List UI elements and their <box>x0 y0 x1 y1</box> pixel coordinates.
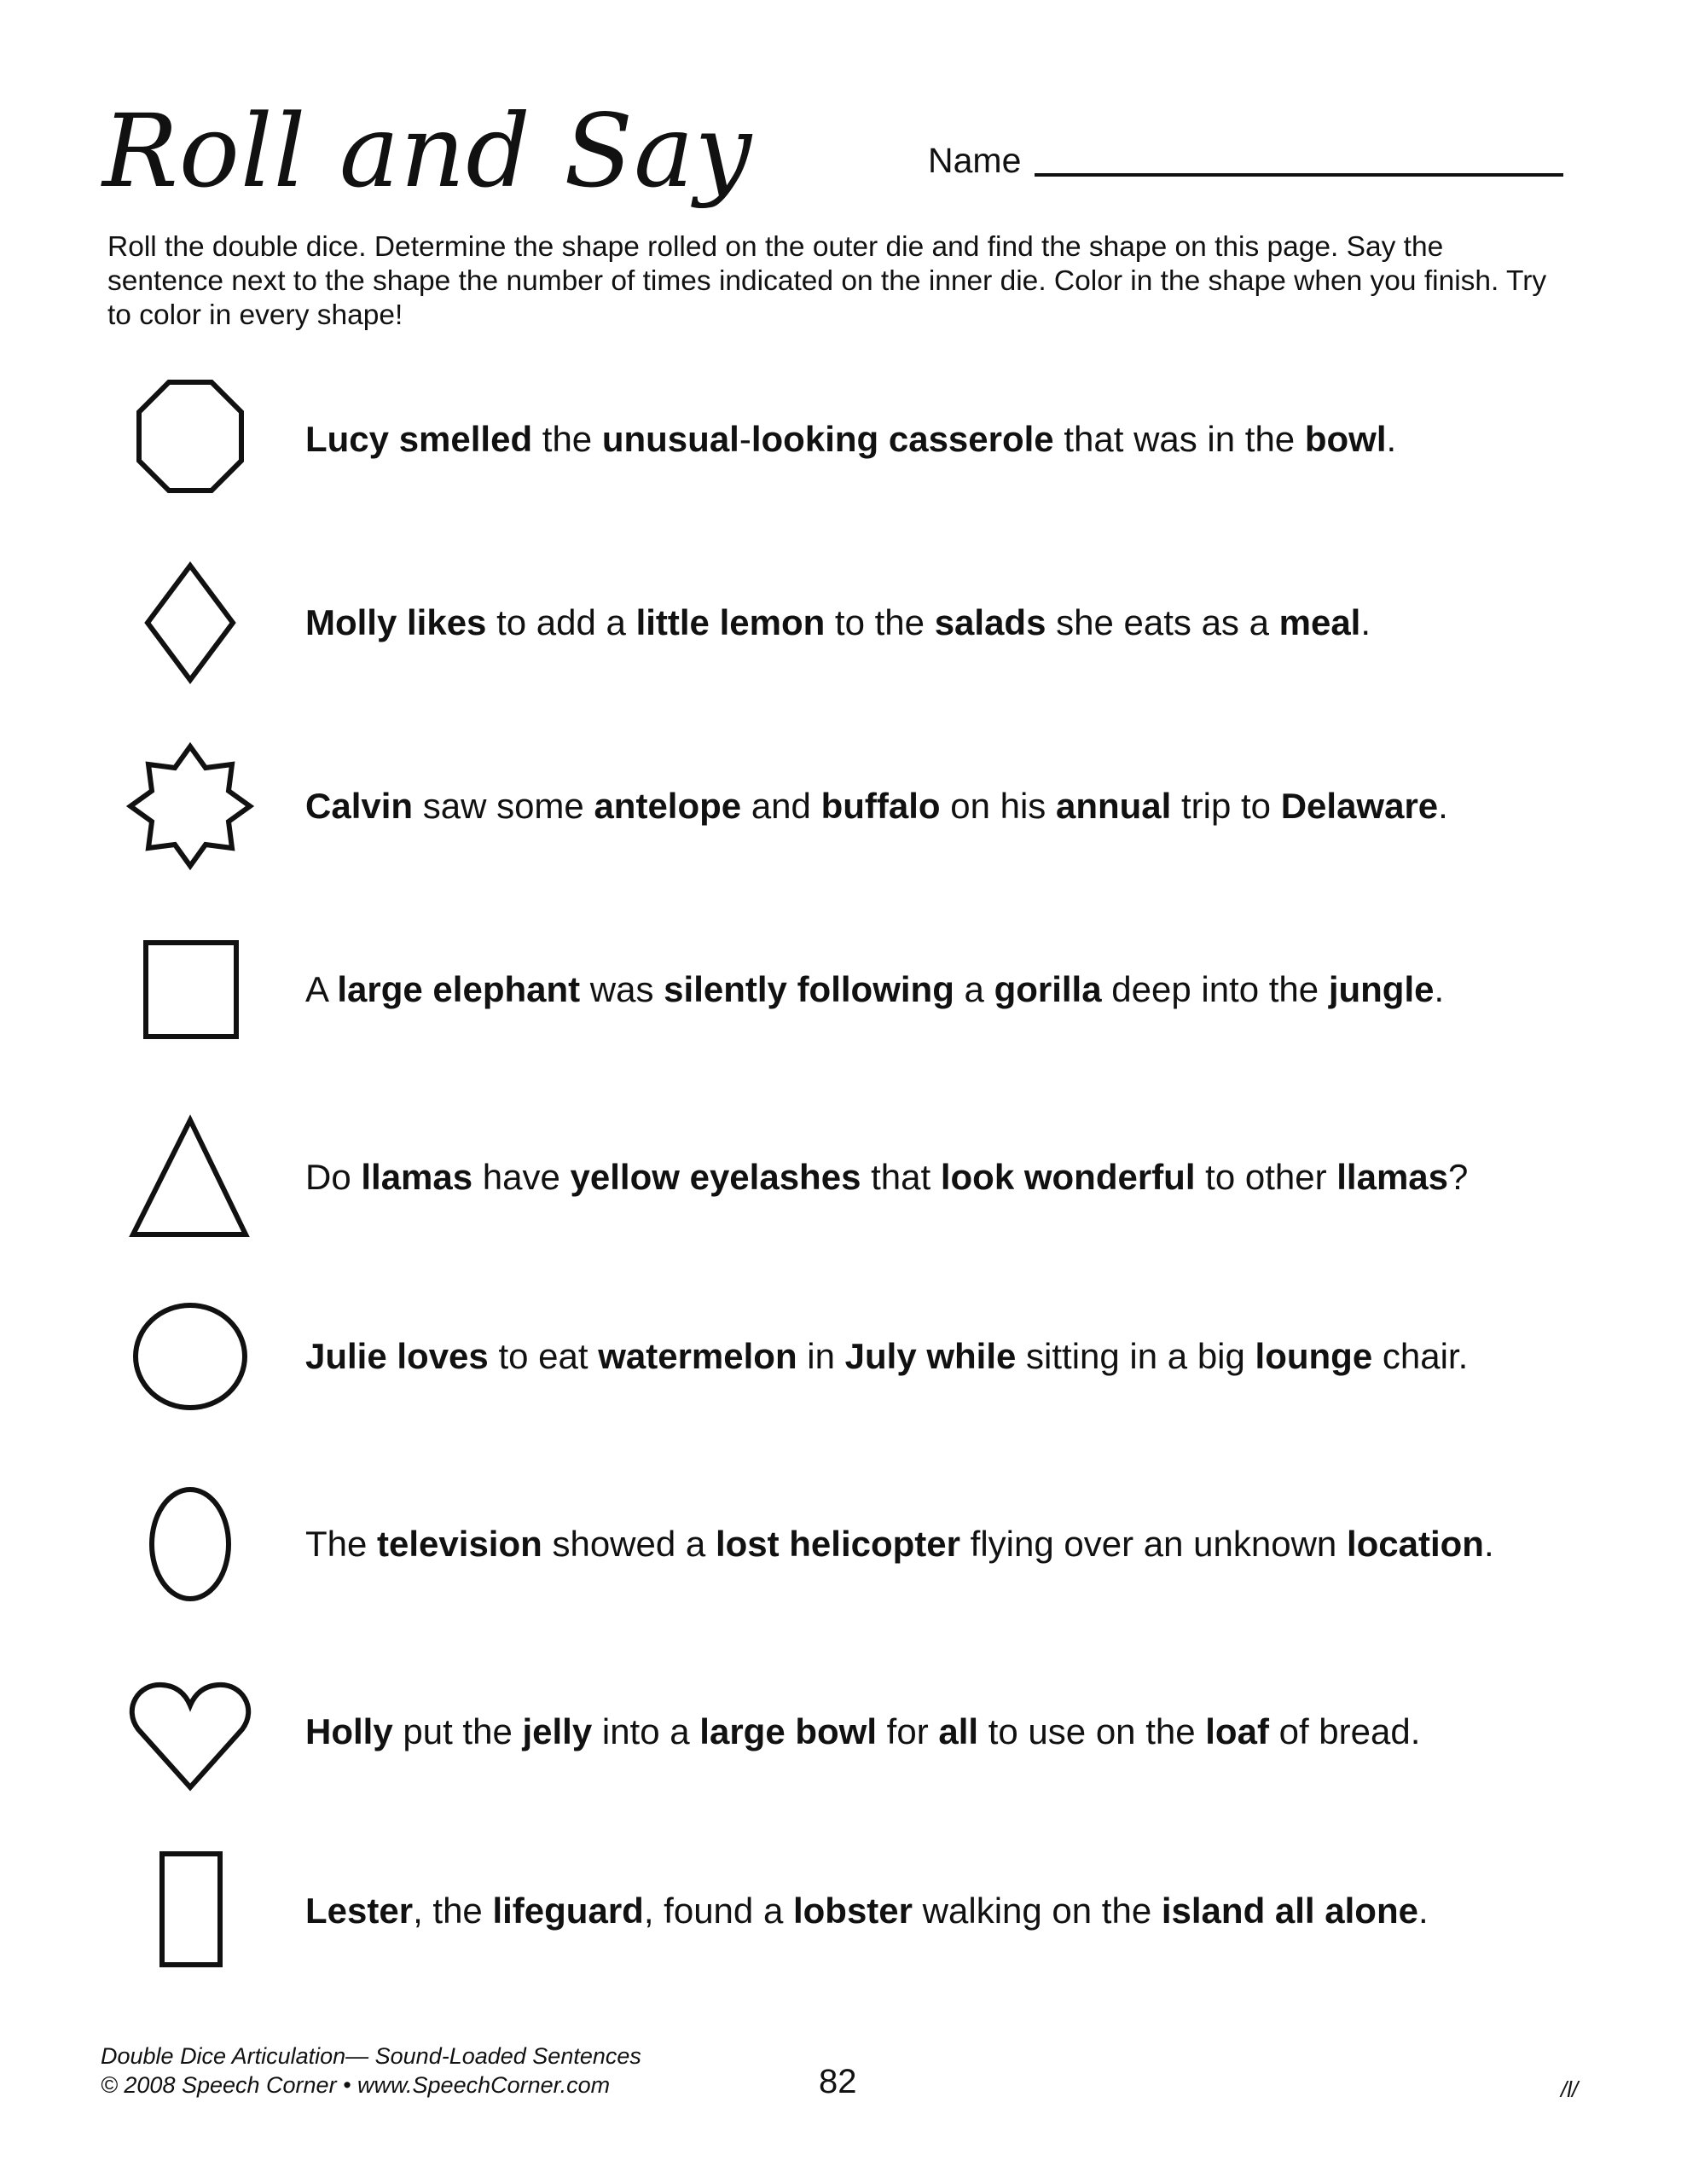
sentence-segment: , the <box>413 1891 493 1931</box>
sentence-segment: the <box>532 419 602 459</box>
target-word: annual <box>1055 786 1172 826</box>
sentence-segment: deep into the <box>1101 969 1329 1009</box>
target-word: Molly likes <box>305 602 487 642</box>
sentence-row <box>0 1659 1687 1804</box>
sentence-segment: . <box>1438 786 1448 826</box>
sentence-row <box>0 917 1687 1062</box>
target-word: Holly <box>305 1711 393 1751</box>
target-word: watermelon <box>598 1336 797 1376</box>
target-word: unusual <box>601 419 739 459</box>
target-word: silently following <box>664 969 954 1009</box>
square-icon[interactable] <box>126 926 254 1054</box>
circle-icon[interactable] <box>126 1292 254 1420</box>
target-word: July while <box>844 1336 1017 1376</box>
sentence-row <box>0 1105 1687 1250</box>
target-word: island all alone <box>1161 1891 1418 1931</box>
sentence-row <box>0 1838 1687 1984</box>
sentence-segment: . <box>1483 1524 1494 1564</box>
oval-icon[interactable] <box>126 1480 254 1608</box>
rectangle-icon[interactable] <box>126 1847 254 1975</box>
sentence-row <box>0 367 1687 512</box>
sentence-row <box>0 1472 1687 1617</box>
sentence-segment: and <box>741 786 821 826</box>
target-word: llamas <box>1336 1157 1449 1197</box>
target-word: location <box>1346 1524 1484 1564</box>
target-word: meal <box>1278 602 1361 642</box>
sentence-segment: that was in the <box>1053 419 1305 459</box>
target-word: Lucy smelled <box>305 419 533 459</box>
sentence-segment: . <box>1417 1891 1429 1931</box>
target-word: gorilla <box>994 969 1102 1009</box>
sentence-row <box>0 1284 1687 1429</box>
sentence-row <box>0 550 1687 695</box>
sentence-segment: was <box>580 969 664 1009</box>
sentence-text <box>305 601 1371 644</box>
sentence-text <box>305 1890 1429 1932</box>
sentence-segment: she eats as a <box>1046 602 1279 642</box>
target-word: Lester <box>305 1891 414 1931</box>
page-number: 82 <box>819 2063 857 2100</box>
sound-code: /l/ <box>1561 2077 1579 2102</box>
sentence-segment: sitting in a big <box>1016 1336 1255 1376</box>
page-title: Roll and Say <box>102 92 753 210</box>
sentence-segment: ? <box>1448 1157 1469 1197</box>
target-word: Calvin <box>305 786 414 826</box>
sentence-segment: walking on the <box>913 1891 1162 1931</box>
sentence-segment: to the <box>825 602 935 642</box>
sentence-segment: on his <box>940 786 1056 826</box>
sentence-segment: that <box>861 1157 941 1197</box>
footer-line-2: © 2008 Speech Corner • www.SpeechCorner.com <box>101 2072 611 2098</box>
target-word: bowl <box>1304 419 1387 459</box>
sentence-segment: - <box>739 419 751 459</box>
target-word: looking casserole <box>751 419 1054 459</box>
sentence-segment: of bread. <box>1268 1711 1421 1751</box>
target-word: little lemon <box>635 602 826 642</box>
sentence-text <box>305 1523 1494 1565</box>
target-word: antelope <box>594 786 742 826</box>
sentence-segment: to eat <box>488 1336 599 1376</box>
diamond-icon[interactable] <box>126 559 254 687</box>
target-word: Delaware <box>1280 786 1439 826</box>
target-word: look wonderful <box>940 1157 1196 1197</box>
triangle-icon[interactable] <box>126 1113 254 1241</box>
sentence-text <box>305 1711 1420 1753</box>
sentence-segment: saw some <box>413 786 594 826</box>
sentence-segment: . <box>1434 969 1445 1009</box>
octagon-icon[interactable] <box>126 375 254 503</box>
target-word: loaf <box>1205 1711 1269 1751</box>
target-word: lifeguard <box>492 1891 644 1931</box>
sentence-segment: , found a <box>643 1891 793 1931</box>
target-word: large elephant <box>337 969 581 1009</box>
sentence-segment: in <box>797 1336 845 1376</box>
instructions: Roll the double dice. Determine the shape rolled on the outer die and find the shape on this page. Say the sentence next to the shape the number of times indicated on the inner die. Color in the shape when you finish. Try to color in every shape! <box>107 231 1547 331</box>
name-label: Name <box>928 141 1022 180</box>
target-word: large bowl <box>699 1711 877 1751</box>
target-word: jelly <box>522 1711 593 1751</box>
footer-credits <box>101 2042 641 2100</box>
target-word: all <box>938 1711 979 1751</box>
sentence-segment: to add a <box>486 602 636 642</box>
sentence-text <box>305 418 1396 461</box>
sentence-segment: . <box>1360 602 1371 642</box>
sentence-text <box>305 968 1444 1011</box>
target-word: salads <box>934 602 1046 642</box>
target-word: jungle <box>1328 969 1435 1009</box>
sentence-segment: put the <box>392 1711 523 1751</box>
sentence-segment: The <box>305 1524 378 1564</box>
target-word: buffalo <box>820 786 941 826</box>
sentence-segment: A <box>305 969 338 1009</box>
sentence-segment: to use on the <box>978 1711 1206 1751</box>
sentence-segment: flying over an unknown <box>960 1524 1347 1564</box>
sentence-text <box>305 1156 1468 1199</box>
sentence-segment: trip to <box>1171 786 1281 826</box>
sentence-segment: a <box>954 969 994 1009</box>
sentence-row <box>0 734 1687 879</box>
sentence-segment: have <box>472 1157 571 1197</box>
sentence-text <box>305 785 1448 828</box>
sentence-segment: showed a <box>542 1524 716 1564</box>
sentence-segment: Do <box>305 1157 362 1197</box>
target-word: yellow eyelashes <box>570 1157 861 1197</box>
footer-line-1: Double Dice Articulation— Sound-Loaded Sentences <box>101 2043 641 2069</box>
target-word: lounge <box>1255 1336 1373 1376</box>
star-icon[interactable] <box>126 742 254 870</box>
target-word: television <box>377 1524 542 1564</box>
sentence-text <box>305 1335 1468 1378</box>
target-word: llamas <box>361 1157 473 1197</box>
target-word: lost helicopter <box>715 1524 960 1564</box>
target-word: lobster <box>792 1891 913 1931</box>
target-word: Julie loves <box>305 1336 489 1376</box>
sentence-segment: to other <box>1195 1157 1337 1197</box>
sentence-segment: chair. <box>1372 1336 1469 1376</box>
sentence-segment: . <box>1386 419 1397 459</box>
heart-icon[interactable] <box>126 1668 254 1796</box>
sentence-segment: for <box>877 1711 939 1751</box>
sentence-segment: into a <box>592 1711 700 1751</box>
